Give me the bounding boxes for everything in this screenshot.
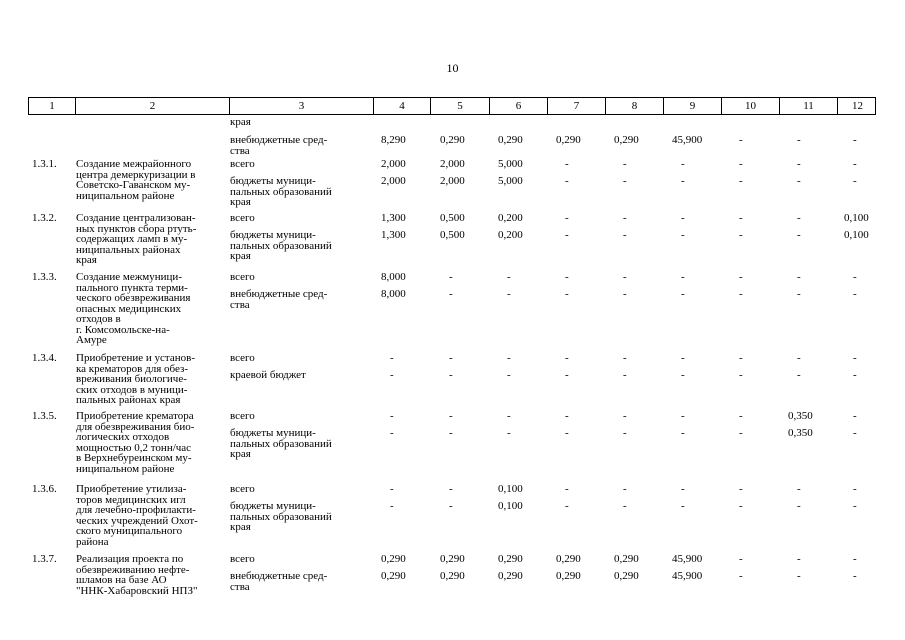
activity-name-line: Приобретение утилиза- (76, 483, 187, 495)
activity-name-line: пального пункта терми- (76, 281, 188, 294)
value-cell: - (797, 271, 801, 283)
funding-source-line: всего (230, 271, 255, 283)
value-cell: 0,100 (844, 212, 869, 224)
value-cell: - (853, 158, 857, 170)
value-cell: 0,290 (556, 570, 581, 582)
value-cell: - (739, 427, 743, 439)
value-cell: - (739, 410, 743, 422)
value-cell: - (739, 288, 743, 300)
value-cell: 0,290 (614, 134, 639, 146)
value-cell: - (681, 288, 685, 300)
value-cell: - (681, 427, 685, 439)
value-cell: - (853, 288, 857, 300)
row-number: 1.3.4. (32, 352, 57, 364)
value-cell: - (797, 369, 801, 381)
row-number: 1.3.3. (32, 271, 57, 283)
activity-name-line: района (76, 535, 109, 548)
activity-name-line: Создание централизован- (76, 212, 196, 224)
value-cell: 8,000 (381, 271, 406, 283)
row-number: 1.3.5. (32, 410, 57, 422)
value-cell: - (739, 134, 743, 146)
funding-source-line: всего (230, 352, 255, 364)
value-cell: 0,290 (440, 553, 465, 565)
value-cell: 0,290 (614, 553, 639, 565)
activity-name-line: Реализация проекта по (76, 553, 184, 565)
row-number: 1.3.7. (32, 553, 57, 565)
value-cell: - (623, 427, 627, 439)
value-cell: - (449, 410, 453, 422)
header-cell-2: 2 (75, 98, 229, 114)
activity-name-line: Создание межрайонного (76, 158, 192, 170)
funding-source-line: пальных образований (230, 185, 332, 198)
value-cell: - (449, 483, 453, 495)
header-cell-8: 8 (605, 98, 663, 114)
value-cell: - (390, 483, 394, 495)
activity-name-line: опасных медицинских (76, 302, 182, 315)
funding-source-line: бюджеты муници- (230, 500, 316, 512)
activity-name-line: для лечебно-профилакти- (76, 504, 196, 516)
value-cell: - (797, 483, 801, 495)
value-cell: - (623, 271, 627, 283)
value-cell: - (449, 369, 453, 381)
value-cell: - (853, 500, 857, 512)
funding-source-line: края (230, 521, 251, 533)
value-cell: - (853, 570, 857, 582)
funding-source-line: края (230, 116, 251, 128)
value-cell: - (853, 427, 857, 439)
header-cell-6: 6 (489, 98, 547, 114)
activity-name-line: г. Комсомольске-на- (76, 323, 170, 336)
value-cell: - (739, 271, 743, 283)
value-cell: - (623, 500, 627, 512)
value-cell: - (565, 500, 569, 512)
funding-source-line: ства (230, 580, 250, 593)
activity-name-line: мощностью 0,2 тонн/час (76, 441, 192, 454)
value-cell: - (739, 500, 743, 512)
activity-name-line: пальных районах края (76, 394, 181, 406)
value-cell: 0,290 (440, 134, 465, 146)
value-cell: 0,500 (440, 229, 465, 241)
value-cell: - (853, 483, 857, 495)
value-cell: - (507, 410, 511, 422)
value-cell: - (565, 175, 569, 187)
value-cell: 0,290 (381, 553, 406, 565)
value-cell: 1,300 (381, 212, 406, 224)
activity-name-line: ных пунктов сбора ртуть- (76, 222, 197, 235)
value-cell: 0,350 (788, 410, 813, 422)
value-cell: - (565, 288, 569, 300)
value-cell: - (449, 500, 453, 512)
activity-name-line: торов медицинских игл (76, 493, 186, 506)
value-cell: - (681, 212, 685, 224)
row-number: 1.3.1. (32, 158, 57, 170)
value-cell: - (623, 410, 627, 422)
value-cell: - (390, 410, 394, 422)
value-cell: 8,000 (381, 288, 406, 300)
funding-source-line: края (230, 196, 251, 208)
activity-name-line: ческого обезвреживания (76, 292, 191, 304)
value-cell: - (681, 352, 685, 364)
value-cell: 0,290 (440, 570, 465, 582)
value-cell: - (623, 483, 627, 495)
value-cell: - (681, 410, 685, 422)
value-cell: 0,290 (498, 553, 523, 565)
activity-name-line: ских отходов в муници- (76, 383, 188, 396)
activity-name-line: Амуре (76, 334, 107, 346)
value-cell: 0,290 (556, 553, 581, 565)
value-cell: - (853, 553, 857, 565)
value-cell: - (739, 570, 743, 582)
value-cell: - (390, 369, 394, 381)
value-cell: - (390, 352, 394, 364)
value-cell: - (449, 352, 453, 364)
activity-name-line: отходов в (76, 313, 121, 325)
value-cell: 45,900 (672, 570, 703, 582)
activity-name-line: вреживания биологиче- (76, 373, 187, 385)
funding-source-line: краевой бюджет (230, 369, 306, 381)
value-cell: - (797, 352, 801, 364)
value-cell: - (623, 158, 627, 170)
value-cell: - (797, 158, 801, 170)
value-cell: - (623, 369, 627, 381)
value-cell: - (681, 229, 685, 241)
value-cell: - (739, 553, 743, 565)
value-cell: 8,290 (381, 134, 406, 146)
value-cell: - (507, 288, 511, 300)
value-cell: - (853, 369, 857, 381)
activity-name-line: шламов на базе АО (76, 574, 167, 586)
value-cell: 0,100 (844, 229, 869, 241)
value-cell: - (853, 134, 857, 146)
value-cell: - (390, 427, 394, 439)
value-cell: - (797, 212, 801, 224)
value-cell: 2,000 (381, 158, 406, 170)
value-cell: 5,000 (498, 175, 523, 187)
value-cell: - (681, 369, 685, 381)
header-cell-3: 3 (229, 98, 373, 114)
value-cell: - (623, 212, 627, 224)
header-cell-9: 9 (663, 98, 721, 114)
value-cell: - (507, 427, 511, 439)
activity-name-line: центра демеркуризации в (76, 168, 196, 181)
activity-name-line: Приобретение крематора (76, 410, 194, 422)
funding-source-line: внебюджетные сред- (230, 134, 328, 146)
value-cell: - (853, 271, 857, 283)
row-number: 1.3.6. (32, 483, 57, 495)
funding-source-line: пальных образований (230, 239, 332, 252)
value-cell: 0,350 (788, 427, 813, 439)
header-cell-4: 4 (373, 98, 430, 114)
value-cell: - (565, 158, 569, 170)
activity-name-line: обезвреживанию нефте- (76, 563, 190, 576)
activity-name-line: логических отходов (76, 431, 170, 443)
header-cell-7: 7 (547, 98, 605, 114)
value-cell: - (681, 158, 685, 170)
page-number: 10 (446, 61, 459, 75)
value-cell: - (681, 483, 685, 495)
activity-name-line: Создание межмуници- (76, 271, 182, 283)
funding-source-line: всего (230, 483, 255, 495)
activity-name-line: ниципальных районах (76, 243, 181, 256)
value-cell: - (797, 288, 801, 300)
activity-name-line: для обезвреживания био- (76, 420, 195, 433)
value-cell: 5,000 (498, 158, 523, 170)
funding-source-line: края (230, 250, 251, 262)
value-cell: 45,900 (672, 553, 703, 565)
value-cell: 0,290 (498, 134, 523, 146)
funding-source-line: внебюджетные сред- (230, 570, 328, 582)
value-cell: - (623, 175, 627, 187)
value-cell: 0,200 (498, 229, 523, 241)
value-cell: - (623, 288, 627, 300)
value-cell: - (449, 288, 453, 300)
value-cell: - (565, 369, 569, 381)
activity-name-line: ниципальном районе (76, 189, 175, 202)
funding-source-line: внебюджетные сред- (230, 288, 328, 300)
header-cell-5: 5 (430, 98, 489, 114)
value-cell: 2,000 (440, 175, 465, 187)
value-cell: - (623, 352, 627, 364)
activity-name-line: ческих учреждений Охот- (76, 514, 198, 527)
funding-source-line: всего (230, 553, 255, 565)
value-cell: - (507, 352, 511, 364)
header-cell-10: 10 (721, 98, 779, 114)
value-cell: 2,000 (440, 158, 465, 170)
value-cell: - (623, 229, 627, 241)
value-cell: 0,500 (440, 212, 465, 224)
value-cell: - (390, 500, 394, 512)
value-cell: - (565, 410, 569, 422)
value-cell: 0,200 (498, 212, 523, 224)
header-cell-1: 1 (49, 100, 55, 112)
value-cell: - (739, 369, 743, 381)
activity-name-line: в Верхнебуреинском му- (76, 452, 192, 464)
activity-name-line: Приобретение и установ- (76, 352, 195, 364)
funding-source-line: пальных образований (230, 510, 332, 523)
program-table (28, 97, 876, 597)
value-cell: 0,290 (498, 570, 523, 582)
activity-name-line: ниципальном районе (76, 462, 175, 475)
value-cell: - (681, 271, 685, 283)
value-cell: - (853, 352, 857, 364)
value-cell: - (797, 134, 801, 146)
value-cell: 0,290 (614, 570, 639, 582)
value-cell: - (739, 158, 743, 170)
funding-source-line: всего (230, 410, 255, 422)
funding-source-line: края (230, 448, 251, 460)
value-cell: - (739, 483, 743, 495)
funding-source-line: всего (230, 158, 255, 170)
funding-source-line: бюджеты муници- (230, 229, 316, 241)
header-cell-11: 11 (779, 98, 837, 114)
value-cell: 0,290 (556, 134, 581, 146)
activity-name-line: Советско-Гаванском му- (76, 179, 191, 191)
value-cell: - (739, 352, 743, 364)
value-cell: - (565, 483, 569, 495)
activity-name-line: края (76, 254, 97, 266)
value-cell: - (507, 271, 511, 283)
activity-name-line: "ННК-Хабаровский НПЗ" (76, 584, 198, 597)
value-cell: 1,300 (381, 229, 406, 241)
value-cell: - (739, 229, 743, 241)
value-cell: - (797, 175, 801, 187)
funding-source-line: пальных образований (230, 437, 332, 450)
funding-source-line: ства (230, 144, 250, 157)
value-cell: 0,100 (498, 500, 523, 512)
value-cell: - (449, 427, 453, 439)
value-cell: - (681, 500, 685, 512)
value-cell: 45,900 (672, 134, 703, 146)
header-cell-12: 12 (837, 98, 877, 114)
value-cell: - (565, 212, 569, 224)
value-cell: - (797, 229, 801, 241)
value-cell: - (797, 500, 801, 512)
value-cell: 0,290 (381, 570, 406, 582)
value-cell: - (565, 229, 569, 241)
activity-name-line: ка крематоров для обез- (76, 362, 188, 375)
funding-source-line: ства (230, 298, 250, 311)
value-cell: - (797, 570, 801, 582)
value-cell: - (853, 175, 857, 187)
value-cell: - (797, 553, 801, 565)
activity-name-line: ского муниципального (76, 525, 183, 537)
value-cell: - (565, 271, 569, 283)
value-cell: 2,000 (381, 175, 406, 187)
value-cell: - (565, 352, 569, 364)
value-cell: - (565, 427, 569, 439)
funding-source-line: бюджеты муници- (230, 175, 316, 187)
value-cell: - (681, 175, 685, 187)
value-cell: - (507, 369, 511, 381)
funding-source-line: бюджеты муници- (230, 427, 316, 439)
value-cell: - (739, 212, 743, 224)
row-number: 1.3.2. (32, 212, 57, 224)
funding-source-line: всего (230, 212, 255, 224)
value-cell: - (853, 410, 857, 422)
activity-name-line: содержащих ламп в му- (76, 233, 188, 245)
table-header-row (28, 97, 876, 115)
value-cell: - (739, 175, 743, 187)
value-cell: - (449, 271, 453, 283)
value-cell: 0,100 (498, 483, 523, 495)
